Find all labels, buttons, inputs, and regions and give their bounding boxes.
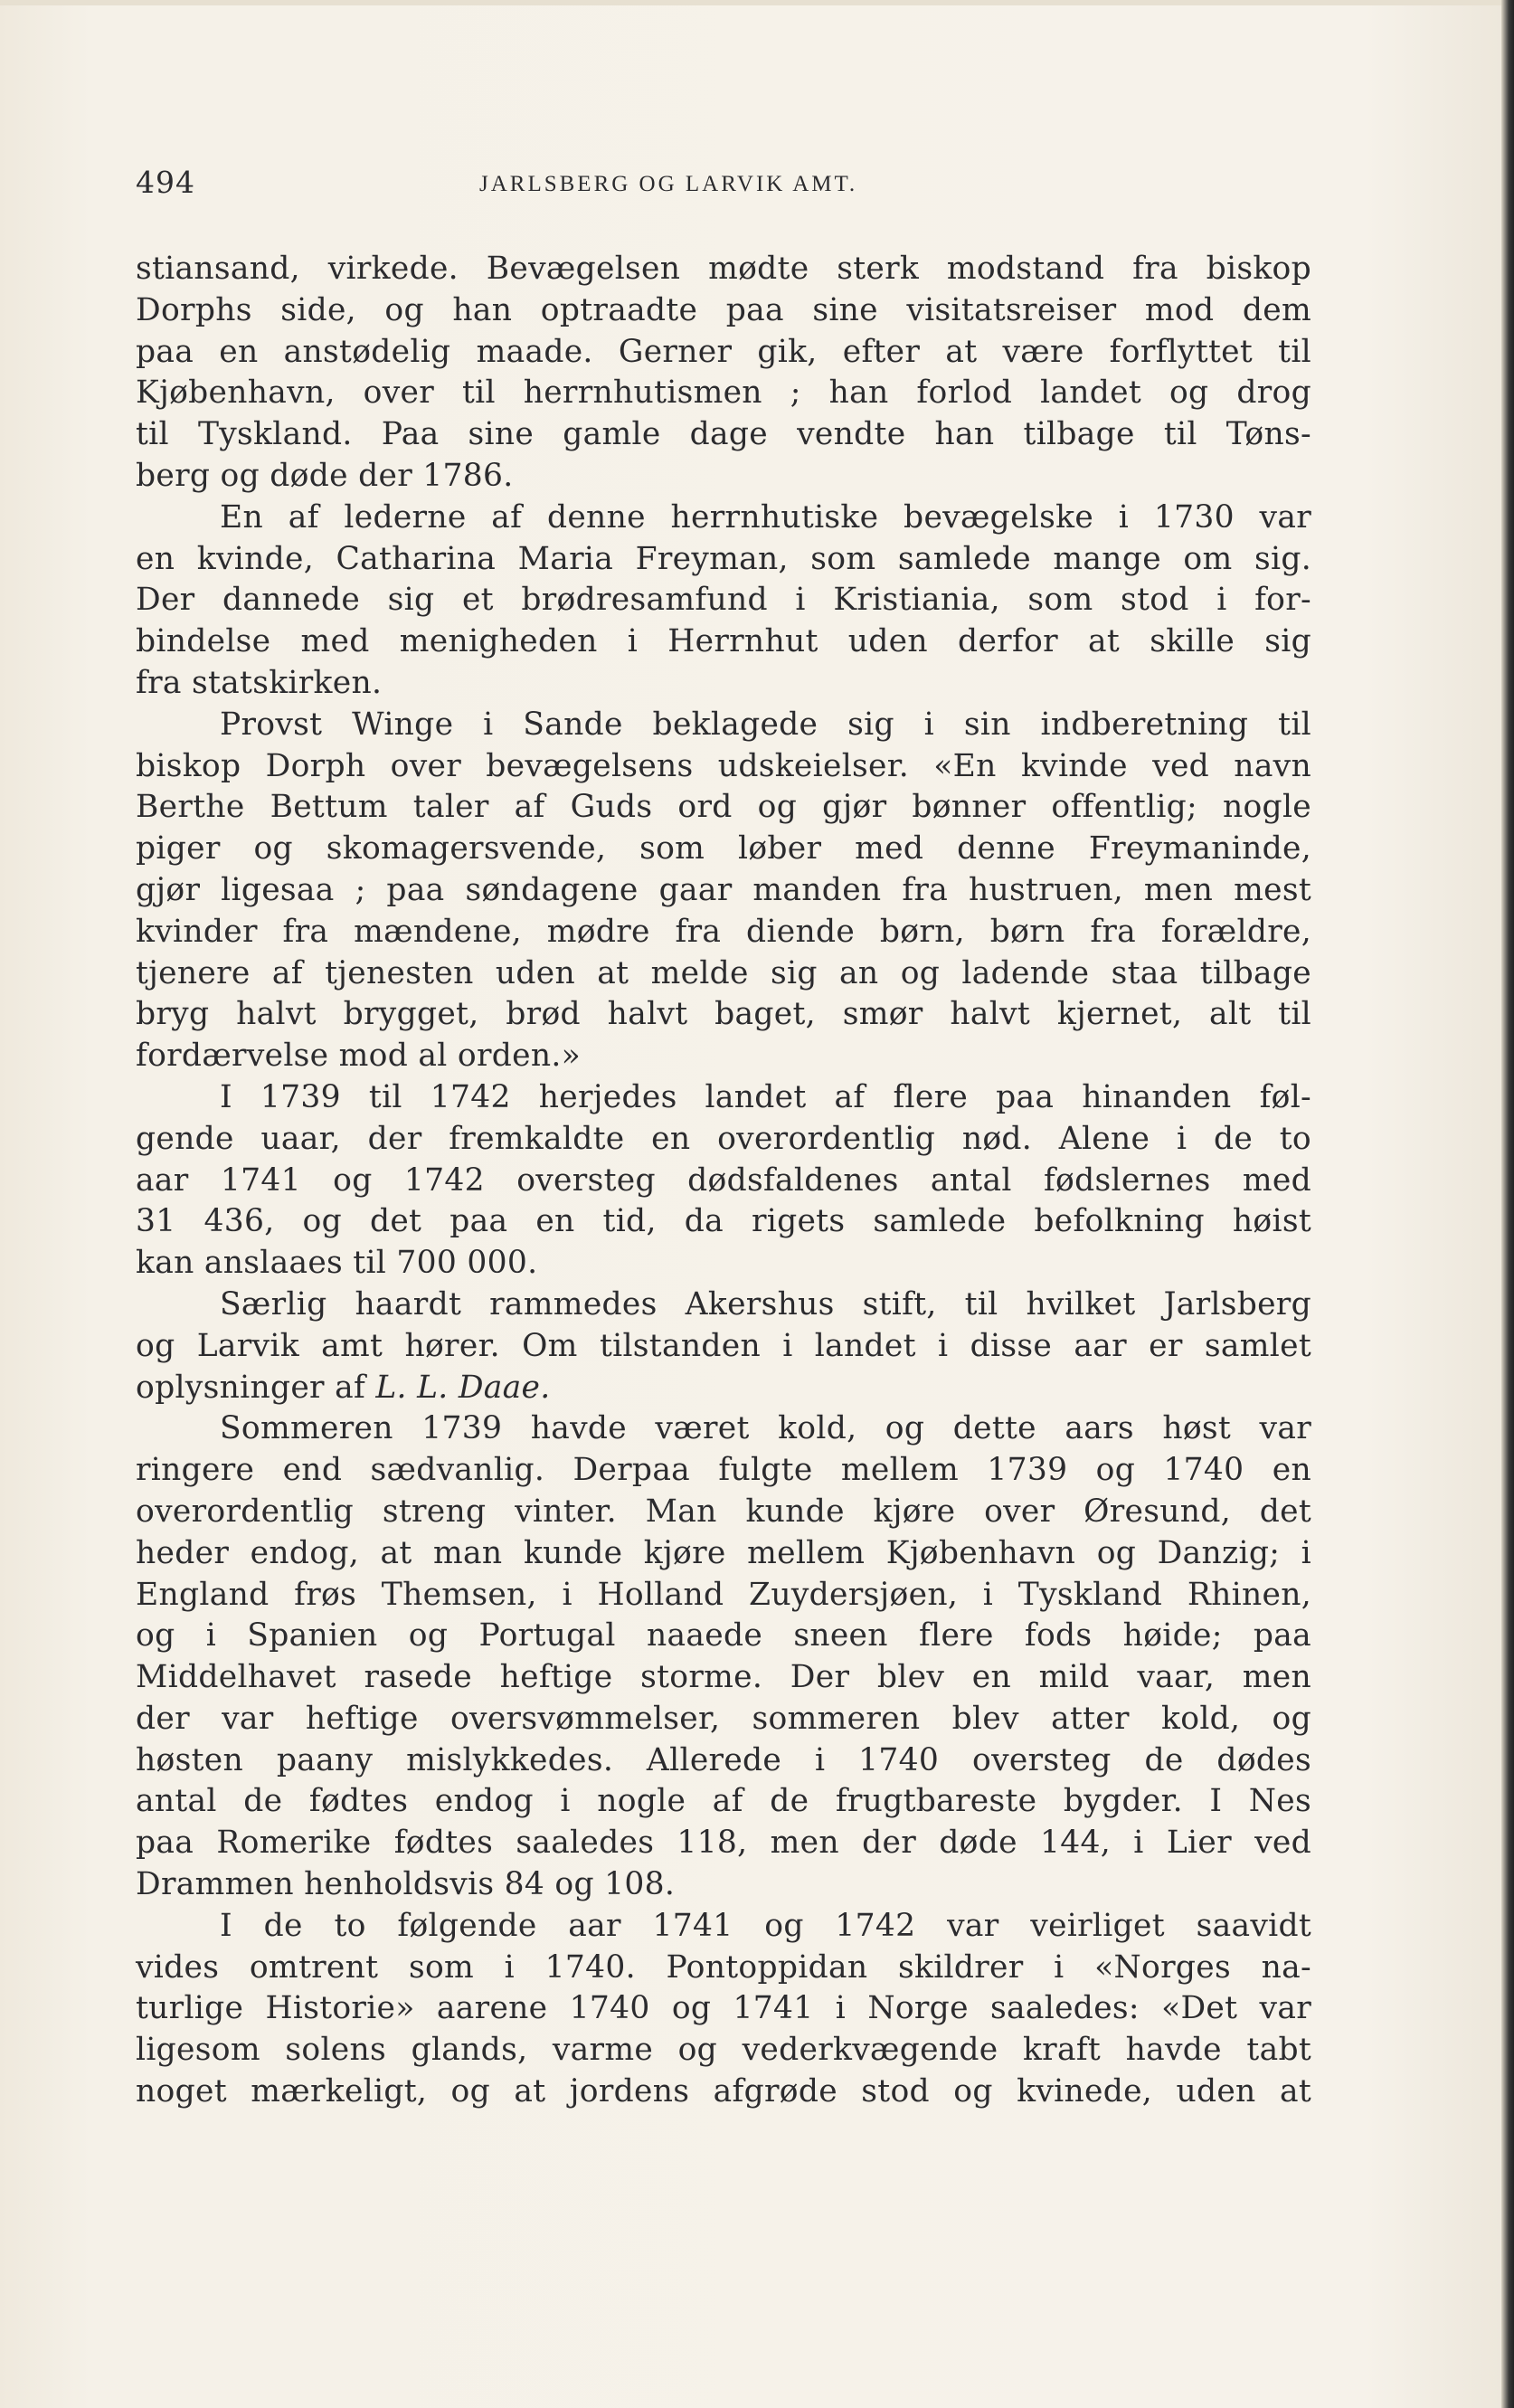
text-line: ligesom solens glands, varme og vederkvægende kraft havde tabt (136, 2032, 1311, 2069)
text-fragment: oplysninger af (136, 1369, 366, 1406)
text-line: en kvinde, Catharina Maria Freyman, som samlede mange om sig. (136, 540, 1311, 577)
text-line: aar 1741 og 1742 oversteg dødsfaldenes antal fødslernes med (136, 1161, 1311, 1199)
text-line: berg og døde der 1786. (136, 457, 514, 494)
text-line: England frøs Themsen, i Holland Zuydersjøen, i Tyskland Rhinen, (136, 1576, 1311, 1613)
text-line: Middelhavet rasede heftige storme. Der blev en mild vaar, men (136, 1659, 1311, 1696)
text-line: fra statskirken. (136, 664, 383, 701)
text-line: og Larvik amt hører. Om tilstanden i landet i disse aar er samlet (136, 1327, 1311, 1364)
text-line: I 1739 til 1742 herjedes landet af flere paa hinanden føl- (220, 1078, 1311, 1115)
text-line: biskop Dorph over bevægelsens udskeielser. «En kvinde ved navn (136, 747, 1311, 784)
text-line: heder endog, at man kunde kjøre mellem Kjøbenhavn og Danzig; i (136, 1534, 1311, 1571)
text-line: antal de fødtes endog i nogle af de frugtbareste bygder. I Nes (136, 1783, 1311, 1820)
text-line: turlige Historie» aarene 1740 og 1741 i Norge saaledes: «Det var (136, 1990, 1311, 2027)
text-line: fordærvelse mod al orden.» (136, 1038, 582, 1075)
page-right-edge (1501, 0, 1514, 2408)
text-line: der var heftige oversvømmelser, sommeren blev atter kold, og (136, 1700, 1311, 1737)
text-line: høsten paany mislykkedes. Allerede i 1740 oversteg de dødes (136, 1741, 1311, 1778)
text-line: kan anslaaes til 700 000. (136, 1245, 538, 1282)
text-line: paa Romerike fødtes saaledes 118, men der døde 144, i Lier ved (136, 1825, 1311, 1862)
page-number: 494 (136, 165, 195, 200)
text-line: Drammen henholdsvis 84 og 108. (136, 1866, 676, 1903)
page-header (136, 165, 1311, 201)
text-line: overordentlig streng vinter. Man kunde kjøre over Øresund, det (136, 1493, 1311, 1530)
author-reference: L. L. Daae. (375, 1369, 551, 1406)
text-line: Provst Winge i Sande beklagede sig i sin indberetning til (220, 706, 1311, 743)
running-title: JARLSBERG OG LARVIK AMT. (479, 172, 858, 196)
text-line: En af lederne af denne herrnhutiske bevægelske i 1730 var (220, 498, 1311, 536)
text-line: og i Spanien og Portugal naaede sneen flere fods høide; paa (136, 1617, 1311, 1654)
text-line: ringere end sædvanlig. Derpaa fulgte mellem 1739 og 1740 en (136, 1452, 1311, 1489)
text-line: noget mærkeligt, og at jordens afgrøde stod og kvinede, uden at (136, 2073, 1311, 2110)
text-line: tjenere af tjenesten uden at melde sig an og ladende staa tilbage (136, 954, 1311, 991)
text-line: Berthe Bettum taler af Guds ord og gjør bønner offentlig; nogle (136, 789, 1311, 826)
text-line: Sommeren 1739 havde været kold, og dette aars høst var (220, 1410, 1311, 1447)
text-line: I de to følgende aar 1741 og 1742 var veirliget saavidt (220, 1907, 1311, 1944)
text-line: 31 436, og det paa en tid, da rigets samlede befolkning høist (136, 1203, 1311, 1240)
text-line: gende uaar, der fremkaldte en overordentlig nød. Alene i de to (136, 1120, 1311, 1157)
body-text (136, 249, 1311, 2113)
text-line: bindelse med menigheden i Herrnhut uden derfor at skille sig (136, 623, 1311, 660)
text-line: piger og skomagersvende, som løber med denne Freymaninde, (136, 830, 1311, 867)
text-line: paa en anstødelig maade. Gerner gik, efter at være forflyttet til (136, 333, 1311, 370)
text-line (136, 1368, 1311, 1409)
text-line: bryg halvt brygget, brød halvt baget, smør halvt kjernet, alt til (136, 996, 1311, 1033)
text-line: vides omtrent som i 1740. Pontoppidan skildrer i «Norges na- (136, 1948, 1311, 1986)
text-line: Særlig haardt rammedes Akershus stift, til hvilket Jarlsberg (220, 1285, 1311, 1323)
text-line: til Tyskland. Paa sine gamle dage vendte han tilbage til Tøns- (136, 416, 1311, 453)
text-line: kvinder fra mændene, mødre fra diende børn, børn fra forældre, (136, 913, 1311, 950)
text-line: gjør ligesaa ; paa søndagene gaar manden fra hustruen, men mest (136, 871, 1311, 908)
text-line: stiansand, virkede. Bevægelsen mødte sterk modstand fra biskop (136, 251, 1311, 287)
text-line: Dorphs side, og han optraadte paa sine visitatsreiser mod dem (136, 291, 1311, 328)
text-line: Der dannede sig et brødresamfund i Kristiania, som stod i for- (136, 582, 1311, 619)
page-top-edge (0, 0, 1514, 5)
text-line: Kjøbenhavn, over til herrnhutismen ; han forlod landet og drog (136, 374, 1311, 412)
